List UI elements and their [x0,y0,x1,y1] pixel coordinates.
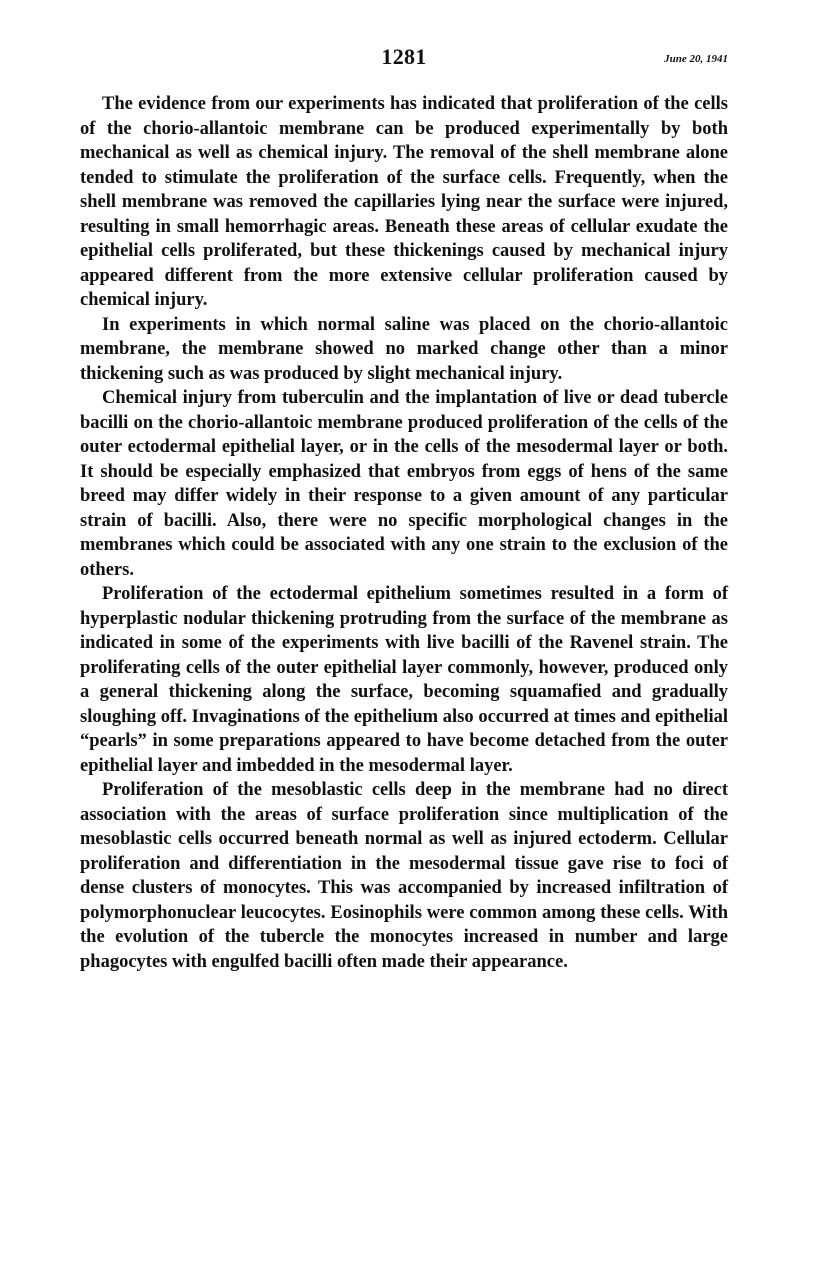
page-number: 1281 [381,44,427,69]
page-header [80,44,728,74]
paragraph-experimental-evidence: The evidence from our experiments has indicated that proliferation of the cells of the chorio-allantoic membrane can be produced experimentally by both mechanical as well as chemical injury. The removal of the shell membrane alone tended to stimulate the proliferation of the surface cells. Frequently, when the shell membrane was removed the capillaries lying near the surface were injured, resulting in small hemorrhagic areas. Beneath these areas of cellular exudate the epithelial cells proliferated, but these thickenings caused by mechanical injury appeared different from the more extensive cellular proliferation caused by chemical injury. [80,94,728,310]
paragraph-ectodermal-proliferation: Proliferation of the ectodermal epithelium sometimes resulted in a form of hyperplastic nodular thickening protruding from the surface of the membrane as indicated in some of the experiments with live bacilli of the Ravenel strain. The proliferating cells of the outer epithelial layer commonly, however, produced only a general thickening along the surface, becoming squamafied and gradually sloughing off. Invaginations of the epithelium also occurred at times and epithelial “pearls” in some preparations appeared to have become detached from the outer epithelial layer and imbedded in the mesodermal layer. [80,584,728,776]
paragraph-chemical-injury: Chemical injury from tuberculin and the implantation of live or dead tubercle bacilli on the chorio-allantoic membrane produced proliferation of the cells of the outer ectodermal epithelial layer, or in the cells of the mesodermal layer or both. It should be especially emphasized that embryos from eggs of hens of the same breed may differ widely in their response to a given amount of any particular strain of bacilli. Also, there were no specific morphological changes in the membranes which could be associated with any one strain to the exclusion of the others. [80,388,728,580]
article-body [80,92,728,974]
paragraph-mesoblastic-proliferation: Proliferation of the mesoblastic cells deep in the membrane had no direct association with the areas of surface proliferation since multiplication of the mesoblastic cells occurred beneath normal as well as injured ectoderm. Cellular proliferation and differentiation in the mesodermal tissue gave rise to foci of dense clusters of monocytes. This was accompanied by increased infiltration of polymorphonuclear leucocytes. Eosinophils were common among these cells. With the evolution of the tubercle the monocytes increased in number and large phagocytes with engulfed bacilli often made their appearance. [80,780,728,972]
paragraph-saline-experiments: In experiments in which normal saline was placed on the chorio-allantoic membrane, the membrane showed no marked change other than a minor thickening such as was produced by slight mechanical injury. [80,314,728,384]
publication-date: June 20, 1941 [664,53,728,65]
